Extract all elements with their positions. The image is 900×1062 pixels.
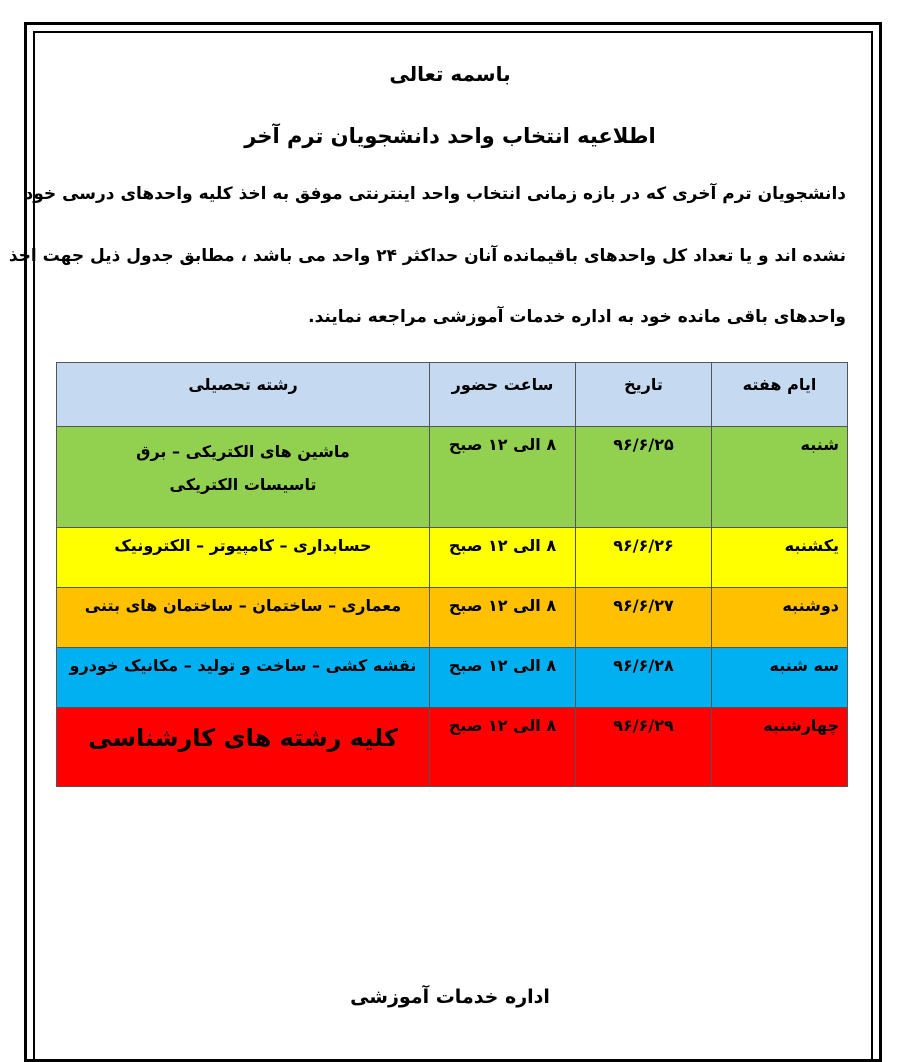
announcement-title: اطلاعیه انتخاب واحد دانشجویان ترم آخر bbox=[244, 124, 656, 148]
table-row bbox=[57, 588, 848, 648]
paragraph-line-1: دانشجویان ترم آخری که در بازه زمانی انتخاب واحد اینترنتی موفق به اخذ کلیه واحدهای درسی خود bbox=[24, 184, 846, 204]
table-row bbox=[57, 648, 848, 708]
row-time: ۸ الی ۱۲ صبح bbox=[430, 648, 576, 708]
row-day: چهارشنبه bbox=[712, 708, 848, 787]
row-field-line: تاسیسات الکتریکی bbox=[169, 475, 317, 494]
row-day: دوشنبه bbox=[712, 588, 848, 648]
table-header-row bbox=[57, 363, 848, 427]
paragraph-line-2: نشده اند و یا تعداد کل واحدهای باقیمانده آنان حداکثر ۲۴ واحد می باشد ، مطابق جدول ذیل جهت اخذ bbox=[8, 246, 846, 266]
row-field: حسابداری – کامپیوتر – الکترونیک bbox=[57, 528, 430, 588]
table-row bbox=[57, 528, 848, 588]
signature-office: اداره خدمات آموزشی bbox=[350, 986, 550, 1008]
header-date: تاریخ bbox=[576, 363, 712, 427]
header-field: رشته تحصیلی bbox=[57, 363, 430, 427]
table-row bbox=[57, 427, 848, 528]
row-date: ۹۶/۶/۲۶ bbox=[576, 528, 712, 588]
row-date: ۹۶/۶/۲۹ bbox=[576, 708, 712, 787]
schedule-table bbox=[56, 362, 848, 787]
paragraph-line-3: واحدهای باقی مانده خود به اداره خدمات آموزشی مراجعه نمایند. bbox=[308, 307, 846, 327]
invocation-heading: باسمه تعالی bbox=[389, 62, 511, 86]
table-row bbox=[57, 708, 848, 787]
row-field-highlight: کلیه رشته های کارشناسی bbox=[88, 724, 398, 752]
row-date: ۹۶/۶/۲۷ bbox=[576, 588, 712, 648]
row-field-line: ماشین های الکتریکی – برق bbox=[136, 442, 350, 461]
row-time: ۸ الی ۱۲ صبح bbox=[430, 427, 576, 528]
header-time: ساعت حضور bbox=[430, 363, 576, 427]
row-field bbox=[57, 708, 430, 787]
row-day: یکشنبه bbox=[712, 528, 848, 588]
row-date: ۹۶/۶/۲۸ bbox=[576, 648, 712, 708]
row-day: سه شنبه bbox=[712, 648, 848, 708]
row-time: ۸ الی ۱۲ صبح bbox=[430, 708, 576, 787]
row-field: نقشه کشی – ساخت و تولید – مکانیک خودرو bbox=[57, 648, 430, 708]
row-time: ۸ الی ۱۲ صبح bbox=[430, 588, 576, 648]
row-date: ۹۶/۶/۲۵ bbox=[576, 427, 712, 528]
header-day: ایام هفته bbox=[712, 363, 848, 427]
row-time: ۸ الی ۱۲ صبح bbox=[430, 528, 576, 588]
row-field: معماری – ساختمان – ساختمان های بتنی bbox=[57, 588, 430, 648]
row-field bbox=[57, 427, 430, 528]
row-day: شنبه bbox=[712, 427, 848, 528]
